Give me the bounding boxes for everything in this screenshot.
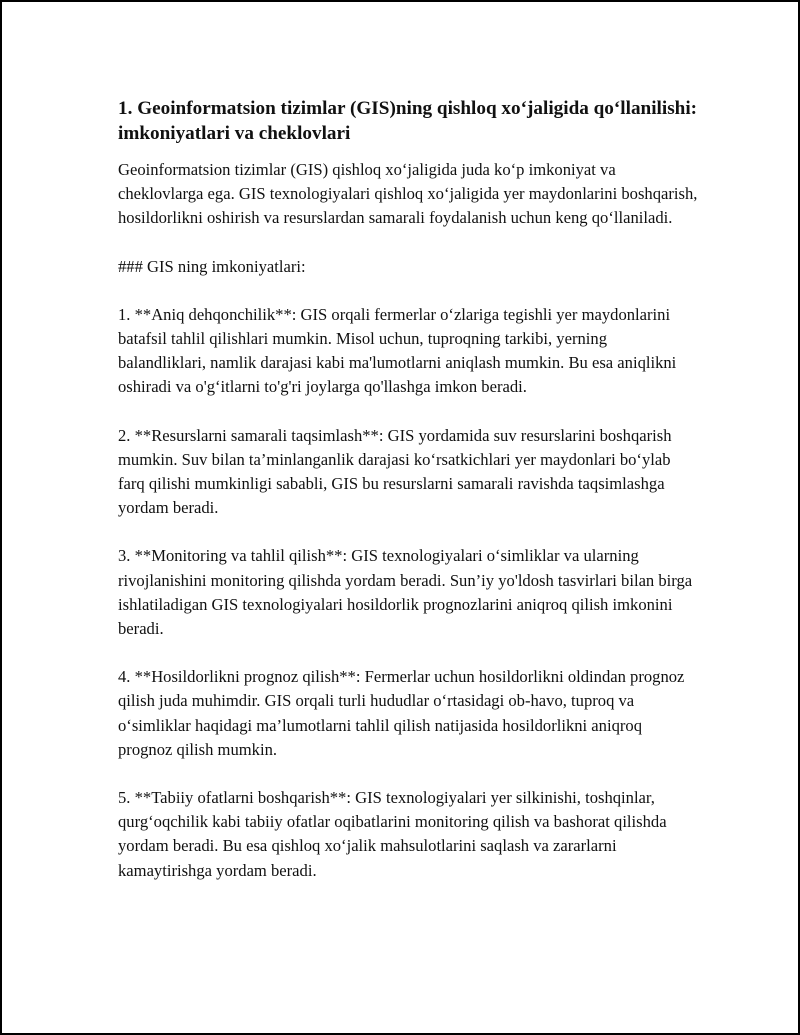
list-item: 5. **Tabiiy ofatlarni boshqarish**: GIS texnologiyalari yer silkinishi, toshqinlar, qurg‘oqchilik kabi tabiiy ofatlar oqibatlarini monitoring qilish va bashorat qilishda yordam beradi. Bu esa qishloq xo‘jalik mahsulotlarini saqlash va zararlarni kamaytirishga yordam beradi. xyxy=(118,788,667,880)
list-item: 4. **Hosildorlikni prognoz qilish**: Fermerlar uchun hosildorlikni oldindan prognoz qilish juda muhimdir. GIS orqali turli hududlar o‘rtasidagi ob-havo, tuproq va o‘simliklar haqidagi ma’lumotlarni tahlil qilish natijasida hosildorlikni aniqroq prognoz qilish mumkin. xyxy=(118,667,685,759)
document-content xyxy=(118,96,698,907)
intro-paragraph: Geoinformatsion tizimlar (GIS) qishloq xo‘jaligida juda ko‘p imkoniyat va cheklovlarga ega. GIS texnologiyalari qishloq xo‘jaligida yer maydonlarini boshqarish, hosildorlikni oshirish va resurslardan samarali foydalanish uchun keng qo‘llaniladi. xyxy=(118,160,698,228)
section-heading: ### GIS ning imkoniyatlari: xyxy=(118,256,306,276)
list-item: 1. **Aniq dehqonchilik**: GIS orqali fermerlar o‘zlariga tegishli yer maydonlarini batafsil tahlil qilishlari mumkin. Misol uchun, tuproqning tarkibi, yerning balandliklari, namlik darajasi kabi ma'lumotlarni aniqlash mumkin. Bu esa aniqlikni oshiradi va o'g‘itlarni to'g'ri joylarga qo'llashga imkon beradi. xyxy=(118,304,677,397)
list-item: 3. **Monitoring va tahlil qilish**: GIS texnologiyalari o‘simliklar va ularning rivojlanishini monitoring qilishda yordam beradi. Sun’iy yo'ldosh tasvirlari bilan birga ishlatiladigan GIS texnologiyalari hosildorlik prognozlarini aniqroq qilish imkonini beradi. xyxy=(118,546,693,639)
list-item: 2. **Resurslarni samarali taqsimlash**: GIS yordamida suv resurslarini boshqarish mumkin. Suv bilan ta’minlanganlik darajasi ko‘rsatkichlari yer maydonlari bo‘ylab farq qilishi mumkinligi sababli, GIS bu resurslarni samarali ravishda taqsimlashga yordam beradi. xyxy=(118,425,672,518)
document-title: 1. Geoinformatsion tizimlar (GIS)ning qishloq xo‘jaligida qo‘llanilishi: imkoniyatlari va cheklovlari xyxy=(118,98,698,144)
